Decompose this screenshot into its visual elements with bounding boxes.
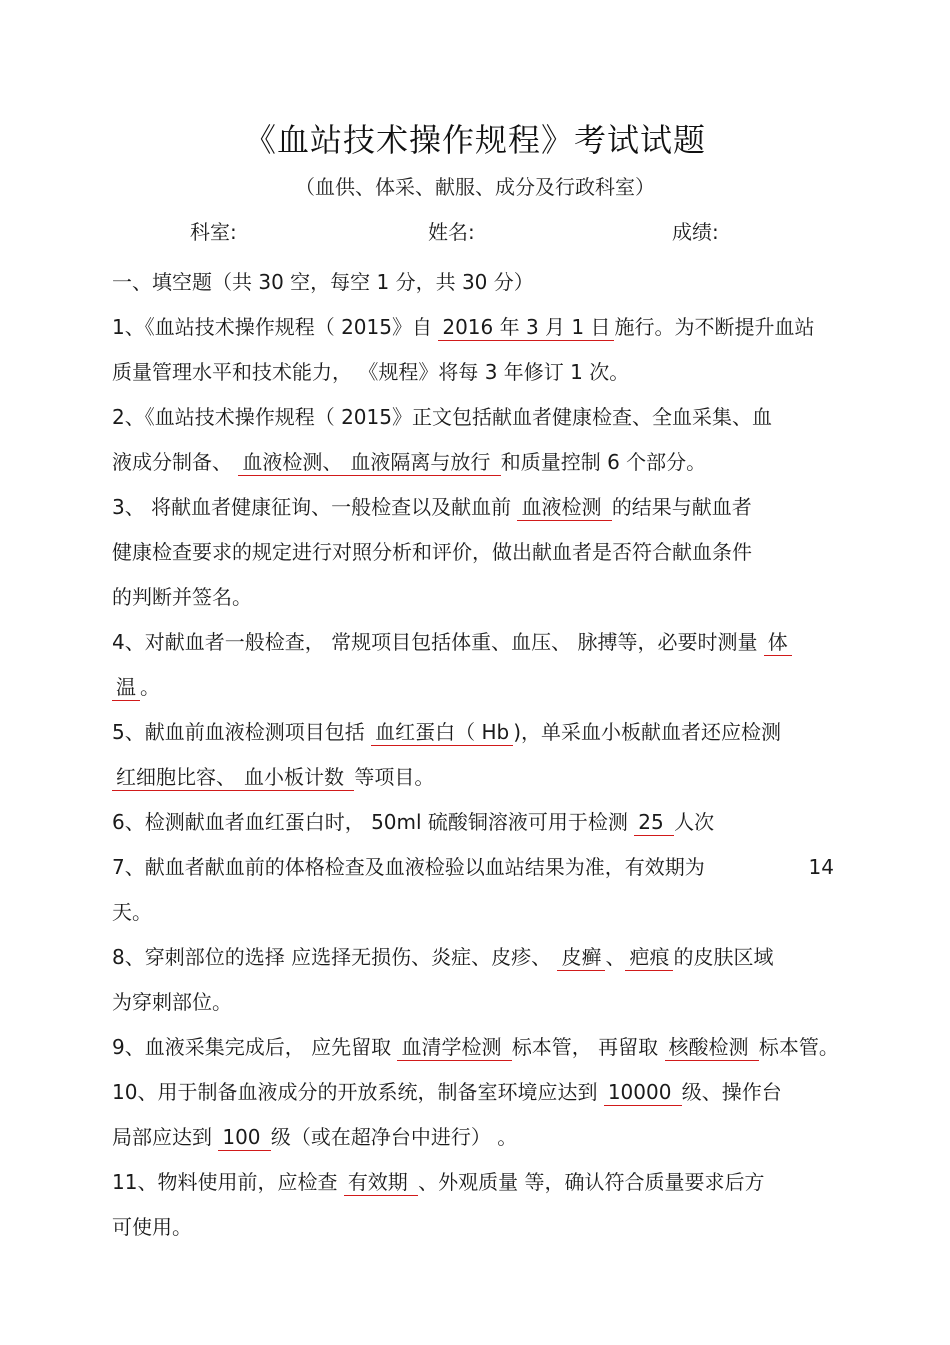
question-4-line-1: 4、对献血者一般检查， 常规项目包括体重、血压、 脉搏等，必要时测量 体 [112, 620, 842, 665]
question-11-line-1: 11、物料使用前，应检查 有效期 、外观质量 等，确认符合质量要求后方 [112, 1170, 765, 1194]
answer-blank: 血小板计数 [240, 765, 354, 791]
answer-blank: 核酸检测 [665, 1035, 759, 1061]
question-2-line-2: 液成分制备、 血液检测、 血液隔离与放行 和质量控制 6 个部分。 [112, 450, 707, 474]
dept-label: 科室: [190, 220, 237, 244]
answer-blank: 温 [112, 675, 140, 701]
score-label: 成绩: [672, 220, 719, 244]
answer-blank: 血液检测、 [238, 450, 346, 476]
question-3-line-3: 的判断并签名。 [112, 585, 252, 609]
answer-blank: 100 [218, 1125, 271, 1151]
question-3-line-2: 健康检查要求的规定进行对照分析和评价，做出献血者是否符合献血条件 [112, 540, 752, 564]
question-4-line-2: 温 。 [112, 665, 842, 710]
name-label: 姓名: [428, 220, 475, 244]
question-8-line-2: 为穿刺部位。 [112, 990, 232, 1014]
answer-blank: 10000 [604, 1080, 682, 1106]
answer-blank: 血清学检测 [397, 1035, 511, 1061]
question-1-line-2: 质量管理水平和技术能力， 《规程》将每 3 年修订 1 次。 [112, 360, 630, 384]
answer-blank: 疤痕 [625, 945, 673, 971]
question-7-line-1: 7、献血者献血前的体格检查及血液检验以血站结果为准，有效期为 14 [112, 845, 842, 890]
info-row [0, 216, 950, 248]
answer-blank: 血液检测 [517, 495, 611, 521]
question-1-line-1: 1、《血站技术操作规程（ 2015》自 2016 年 3 月 1 日 施行。为不断提升血站 [112, 315, 815, 339]
answer-blank: 体 [764, 630, 792, 656]
answer-blank: 有效期 [344, 1170, 418, 1196]
page-title: 《血站技术操作规程》考试试题 [243, 121, 706, 159]
question-5-line-1: 5、献血前血液检测项目包括 血红蛋白（ Hb )，单采血小板献血者还应检测 [112, 720, 781, 744]
page-subtitle: （血供、体采、献服、成分及行政科室） [295, 175, 655, 199]
answer-blank: 血液隔离与放行 [346, 450, 500, 476]
question-2-line-1: 2、《血站技术操作规程（ 2015》正文包括献血者健康检查、全血采集、血 [112, 405, 772, 429]
question-10-line-1: 10、用于制备血液成分的开放系统，制备室环境应达到 10000 级、操作台 [112, 1080, 782, 1104]
question-7-line-2: 天。 [112, 900, 152, 924]
answer-blank: 红细胞比容、 [112, 765, 240, 791]
answer-blank: 血红蛋白（ Hb [371, 720, 513, 746]
question-11-line-2: 可使用。 [112, 1215, 192, 1239]
section-heading: 一、填空题（共 30 空，每空 1 分，共 30 分） [112, 270, 534, 294]
answer-blank: 25 [634, 810, 674, 836]
question-6-line-1: 6、检测献血者血红蛋白时， 50ml 硫酸铜溶液可用于检测 25 人次 [112, 810, 715, 834]
question-list [112, 260, 842, 1250]
question-8-line-1: 8、穿刺部位的选择 应选择无损伤、炎症、皮疹、 皮癣 、 疤痕 的皮肤区域 [112, 945, 774, 969]
question-9-line-1: 9、血液采集完成后， 应先留取 血清学检测 标本管， 再留取 核酸检测 标本管。 [112, 1035, 839, 1059]
answer-blank: 2016 年 3 月 1 日 [438, 315, 614, 341]
answer-blank: 14 [805, 845, 838, 890]
answer-blank: 皮癣 [557, 945, 605, 971]
question-10-line-2: 局部应达到 100 级（或在超净台中进行） 。 [112, 1125, 518, 1149]
question-5-line-2: 红细胞比容、 血小板计数 等项目。 [112, 755, 842, 800]
question-3-line-1: 3、 将献血者健康征询、一般检查以及献血前 血液检测 的结果与献血者 [112, 495, 752, 519]
